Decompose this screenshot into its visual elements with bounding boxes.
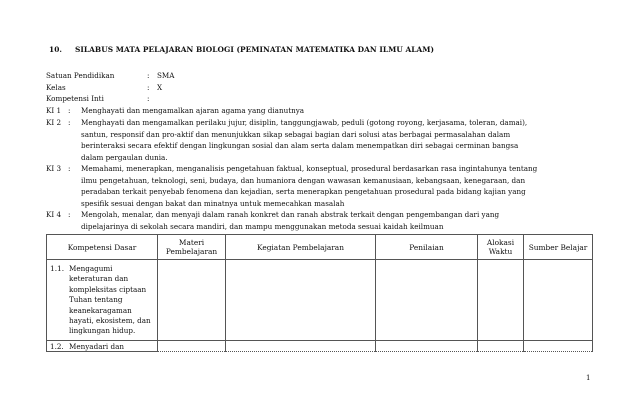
- sumber-cell: [524, 340, 593, 351]
- ki-line: Menghayati dan mengamalkan ajaran agama yang dianutnya: [81, 106, 305, 115]
- kd-cell: [47, 260, 158, 341]
- header-alokasi: Alokasi Waktu: [478, 235, 524, 260]
- penilaian-cell: [376, 260, 478, 341]
- ki-line: spesifik sesuai dengan bakat dan minatnya untuk memecahkan masalah: [81, 199, 345, 209]
- meta-colon: :: [147, 82, 150, 92]
- materi-cell: [158, 260, 226, 341]
- ki-code: KI 1: [46, 106, 62, 115]
- kd-number: 1.1.: [50, 264, 65, 273]
- ki-text: [81, 210, 499, 233]
- header-sumber: Sumber Belajar: [524, 235, 593, 260]
- table-row: [47, 340, 593, 351]
- meta-value: X: [157, 82, 163, 92]
- meta-colon: :: [147, 94, 150, 104]
- alokasi-cell: [478, 260, 524, 341]
- table-row: [47, 260, 593, 341]
- ki-line: ilmu pengetahuan, teknologi, seni, budaya, dan humaniora dengan wawasan kemanusiaan, kebangsaan, kenegaraan, dan: [81, 175, 526, 185]
- header-kegiatan: Kegiatan Pembelajaran: [226, 235, 376, 260]
- ki-line: dalam pergaulan dunia.: [81, 153, 168, 163]
- page-number: 1: [586, 374, 591, 382]
- kd-number: 1.2.: [50, 341, 64, 351]
- kegiatan-cell: [226, 260, 376, 341]
- ki-code: KI 2: [46, 118, 62, 127]
- ki-line: Mengolah, menalar, dan menyaji dalam ranah konkret dan ranah abstrak terkait dengan pengembangan dari yang: [81, 210, 500, 219]
- ki-line: dipelajarinya di sekolah secara mandiri, dan mampu menggunakan metoda sesuai kaidah keilmuan: [81, 221, 444, 231]
- header-materi: Materi Pembelajaran: [158, 235, 226, 260]
- kd-cell: [47, 340, 158, 351]
- syllabus-table: [46, 234, 593, 352]
- ki-line: santun, responsif dan pro-aktif dan menunjukkan sikap sebagai bagian dari solusi atas berbagai permasalahan dalam: [81, 129, 511, 139]
- ki-colon: :: [68, 118, 71, 127]
- kd-text: Mengagumi keteraturan dan kompleksitas ciptaan Tuhan tentang keanekaragaman hayati, ekosistem, dan lingkungan hidup.: [69, 264, 151, 336]
- ki-text: [81, 118, 527, 165]
- ki-colon: :: [68, 106, 71, 115]
- ki-colon: :: [68, 210, 71, 219]
- meta-colon: :: [147, 71, 150, 80]
- ki-line: Memahami, menerapkan, menganalisis pengetahuan faktual, konseptual, prosedural berdasarkan rasa ingintahunya tentang: [81, 164, 538, 173]
- table-header-row: [47, 235, 593, 260]
- sumber-cell: [524, 260, 593, 341]
- section-number: 10.: [49, 45, 63, 54]
- meta-label: Satuan Pendidikan: [46, 71, 115, 80]
- ki-colon: :: [68, 164, 71, 173]
- meta-value: SMA: [157, 71, 175, 80]
- ki-text: [81, 164, 537, 211]
- materi-cell: [158, 340, 226, 351]
- document-title: [49, 45, 434, 54]
- alokasi-cell: [478, 340, 524, 351]
- ki-code: KI 3: [46, 164, 62, 173]
- kd-text: Menyadari dan: [69, 341, 125, 351]
- ki-code: KI 4: [46, 210, 62, 219]
- section-title-text: SILABUS MATA PELAJARAN BIOLOGI (PEMINATAN MATEMATIKA DAN ILMU ALAM): [75, 45, 435, 54]
- meta-label: Kelas: [46, 82, 66, 92]
- header-penilaian: Penilaian: [376, 235, 478, 260]
- ki-line: berinteraksi secara efektif dengan lingkungan sosial dan alam serta dalam menempatkan diri sebagai cerminan bangsa: [81, 141, 519, 151]
- kegiatan-cell: [226, 340, 376, 351]
- header-kompetensi-dasar: Kompetensi Dasar: [47, 235, 158, 260]
- penilaian-cell: [376, 340, 478, 351]
- ki-line: peradaban terkait penyebab fenomena dan kejadian, serta menerapkan pengetahuan prosedural pada bidang kajian yang: [81, 187, 526, 197]
- ki-text: [81, 106, 304, 118]
- ki-line: Menghayati dan mengamalkan perilaku jujur, disiplin, tanggungjawab, peduli (gotong royong, kerjasama, toleran, damai),: [81, 118, 528, 127]
- meta-label: Kompetensi Inti: [46, 94, 104, 104]
